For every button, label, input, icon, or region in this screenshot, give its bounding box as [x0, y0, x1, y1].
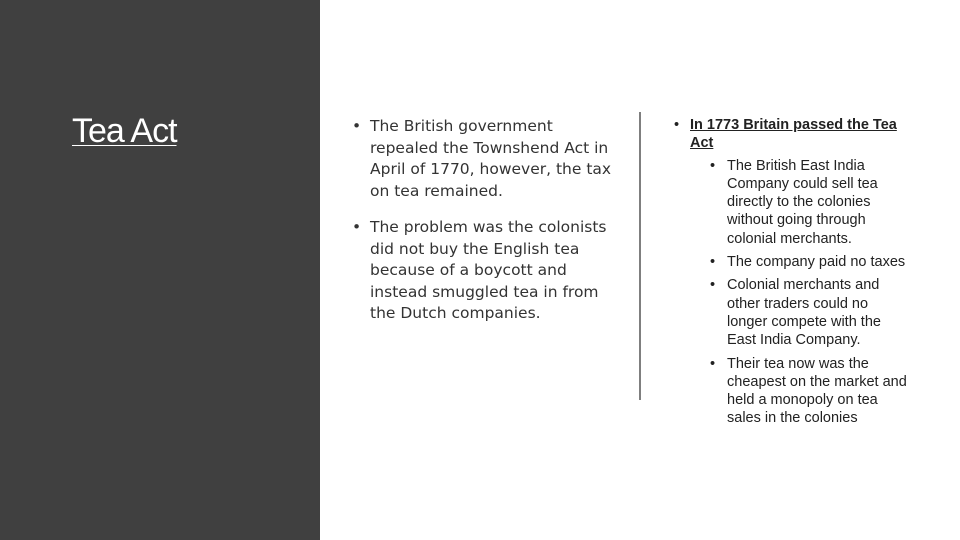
right-bullet-heading-item	[672, 116, 912, 428]
right-content-column	[672, 116, 912, 433]
left-bullet-list	[352, 116, 612, 325]
column-divider	[639, 112, 641, 400]
right-sub-bullet-4: • Their tea now was the cheapest on the market and held a monopoly on tea sales in the colonies	[690, 355, 912, 428]
slide-title: Tea Act	[72, 112, 177, 150]
title-panel	[0, 0, 320, 540]
right-sub-bullet-2: • The company paid no taxes	[690, 253, 912, 271]
left-content-column	[352, 116, 612, 340]
right-sub-bullet-3: • Colonial merchants and other traders could no longer compete with the East India Company.	[690, 276, 912, 349]
right-bullet-list	[672, 116, 912, 428]
right-sub-bullet-list	[690, 157, 912, 428]
right-bullet-heading: In 1773 Britain passed the Tea Act	[690, 117, 897, 152]
left-bullet-2: • The problem was the colonists did not buy the English tea because of a boycott and instead smuggled tea in from the Dutch companies.	[352, 217, 612, 325]
left-bullet-1: • The British government repealed the Townshend Act in April of 1770, however, the tax on tea remained.	[352, 116, 612, 202]
right-sub-bullet-1: • The British East India Company could sell tea directly to the colonies without going through colonial merchants.	[690, 157, 912, 248]
